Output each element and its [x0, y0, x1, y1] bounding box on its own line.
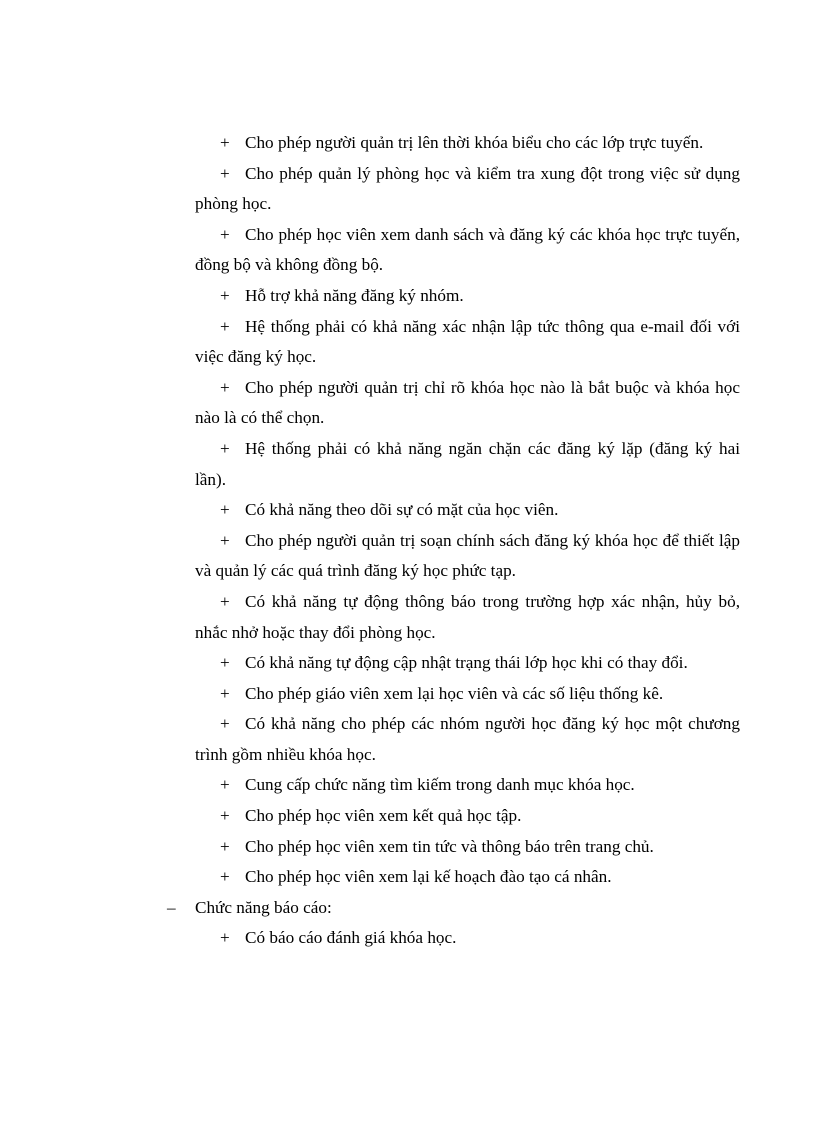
bullet-plus: +	[220, 867, 230, 887]
list-item	[195, 679, 740, 710]
list-item	[195, 495, 740, 526]
bullet-plus: +	[220, 163, 230, 183]
bullet-plus: +	[220, 133, 230, 152]
list-item-text: Cho phép giáo viên xem lại học viên và các số liệu thống kê.	[245, 683, 664, 703]
list-item	[195, 281, 740, 312]
bullet-dash: –	[167, 897, 176, 917]
list-item	[195, 923, 740, 954]
bullet-plus: +	[220, 806, 230, 826]
list-item-text: Có khả năng tự động cập nhật trạng thái lớp học khi có thay đổi.	[245, 653, 688, 673]
list-item-text: Hệ thống phải có khả năng xác nhận lập tức thông qua e-mail đối với việc đăng ký học.	[195, 316, 740, 367]
list-item	[195, 312, 740, 373]
list-item-text: Cho phép người quản trị lên thời khóa biểu cho các lớp trực tuyến.	[245, 133, 704, 152]
bullet-plus: +	[220, 224, 230, 244]
list-item	[195, 128, 740, 159]
list-item-text: Có khả năng theo dõi sự có mặt của học viên.	[245, 500, 559, 520]
list-item-text: Cho phép quản lý phòng học và kiểm tra xung đột trong việc sử dụng phòng học.	[195, 163, 740, 214]
list-item-text: Cho phép học viên xem tin tức và thông báo trên trang chủ.	[245, 836, 654, 856]
list-item	[195, 709, 740, 770]
section-heading	[167, 893, 740, 924]
bullet-plus: +	[220, 530, 230, 550]
list-item	[195, 526, 740, 587]
list-item-text: Có khả năng tự động thông báo trong trường hợp xác nhận, hủy bỏ, nhắc nhở hoặc thay đổi phòng học.	[195, 591, 740, 642]
bullet-plus: +	[220, 653, 230, 673]
list-item-text: Cho phép học viên xem danh sách và đăng ký các khóa học trực tuyến, đồng bộ và không đồng bộ.	[195, 224, 740, 275]
bullet-plus: +	[220, 836, 230, 856]
list-item	[195, 648, 740, 679]
list-item-text: Cho phép người quản trị soạn chính sách đăng ký khóa học để thiết lập và quản lý các quá trình đăng ký học phức tạp.	[195, 530, 740, 581]
list-item-text: Hệ thống phải có khả năng ngăn chặn các đăng ký lặp (đăng ký hai lần).	[195, 438, 740, 489]
list-item	[195, 862, 740, 893]
list-item	[195, 159, 740, 220]
list-item	[195, 832, 740, 863]
list-item	[195, 220, 740, 281]
bullet-plus: +	[220, 500, 230, 520]
list-item-text: Cho phép học viên xem kết quả học tập.	[245, 806, 522, 826]
list-item	[195, 801, 740, 832]
list-item-text: Có khả năng cho phép các nhóm người học đăng ký học một chương trình gồm nhiều khóa học.	[195, 714, 740, 764]
bullet-plus: +	[220, 714, 230, 734]
bullet-plus: +	[220, 438, 230, 458]
list-item-text: Hỗ trợ khả năng đăng ký nhóm.	[245, 285, 464, 305]
list-item-text: Cho phép người quản trị chỉ rõ khóa học nào là bắt buộc và khóa học nào là có thể chọn.	[195, 377, 740, 428]
list-item-text: Cung cấp chức năng tìm kiếm trong danh mục khóa học.	[245, 775, 635, 795]
list-item	[195, 587, 740, 648]
bullet-plus: +	[220, 377, 230, 397]
list-item	[195, 373, 740, 434]
bullet-plus: +	[220, 775, 230, 795]
list-item	[195, 434, 740, 495]
list-item-text: Có báo cáo đánh giá khóa học.	[245, 928, 457, 948]
list-item	[195, 770, 740, 801]
bullet-plus: +	[220, 683, 230, 703]
list-item-text: Cho phép học viên xem lại kế hoạch đào tạo cá nhân.	[245, 867, 612, 887]
bullet-plus: +	[220, 928, 230, 948]
section-heading-text: Chức năng báo cáo:	[195, 897, 332, 917]
bullet-plus: +	[220, 316, 230, 336]
bullet-plus: +	[220, 591, 230, 611]
bullet-plus: +	[220, 285, 230, 305]
document-content	[167, 128, 740, 954]
